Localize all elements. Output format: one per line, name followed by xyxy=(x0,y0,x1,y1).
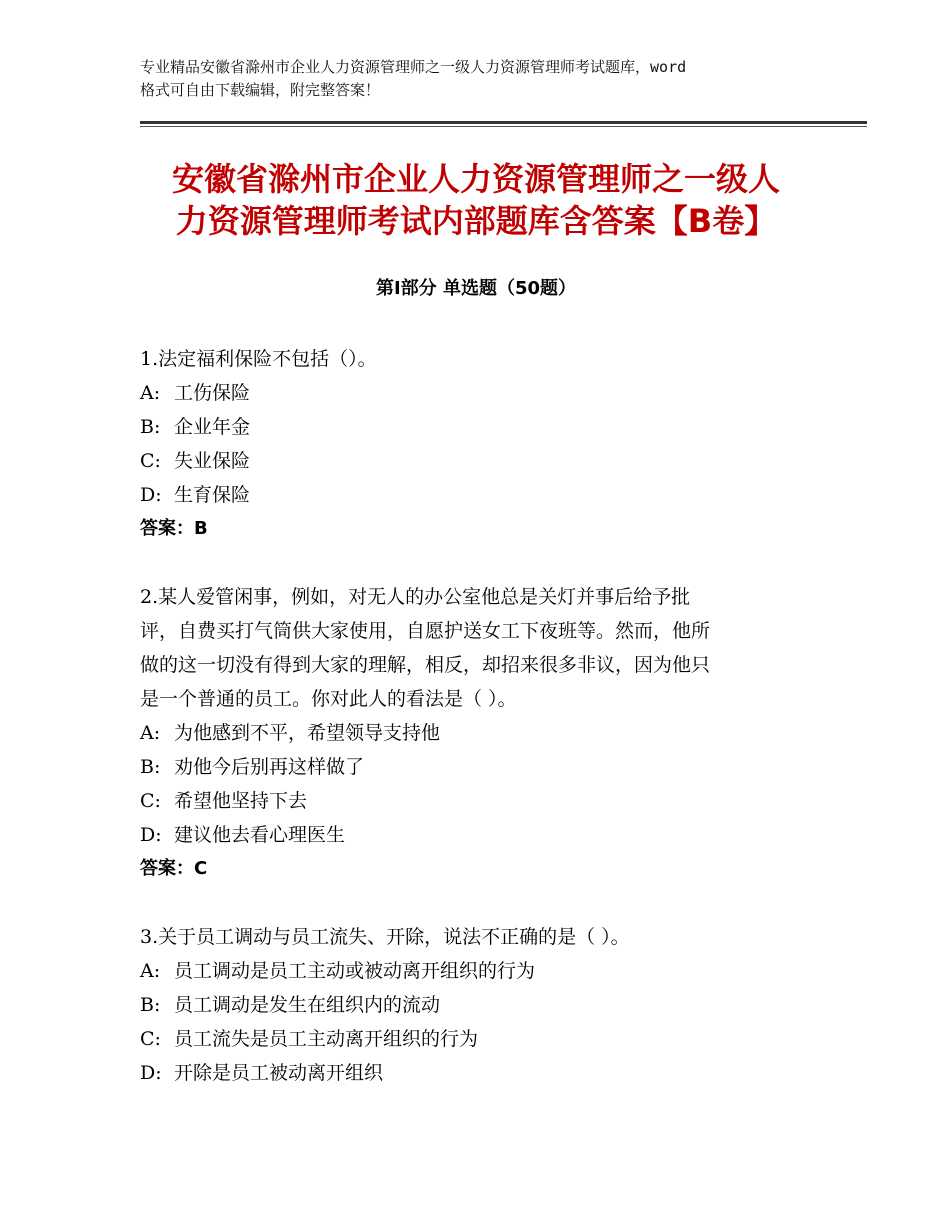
option-item xyxy=(140,954,800,988)
option-text: 生育保险 xyxy=(174,484,251,506)
question-stem xyxy=(140,920,800,954)
option-item xyxy=(140,478,800,512)
option-item xyxy=(140,818,800,852)
answer-line xyxy=(140,852,800,886)
header-note-line-2: 格式可自由下载编辑，附完整答案！ xyxy=(140,81,381,99)
option-letter: B: xyxy=(140,756,161,778)
document-title-line-1: 安徽省滁州市企业人力资源管理师之一级人 xyxy=(171,160,780,198)
header-note xyxy=(140,56,830,102)
option-letter: A: xyxy=(140,722,161,744)
question-stem xyxy=(140,342,800,376)
option-item xyxy=(140,750,800,784)
question-1 xyxy=(140,342,800,546)
question-stem xyxy=(140,580,800,716)
question-stem-line: 评，自费买打气筒供大家使用，自愿护送女工下夜班等。然而，他所 xyxy=(140,620,711,642)
answer-value: C xyxy=(194,858,208,879)
answer-prefix: 答案： xyxy=(140,858,194,879)
option-item xyxy=(140,376,800,410)
option-text: 为他感到不平，希望领导支持他 xyxy=(174,722,441,744)
option-text: 员工流失是员工主动离开组织的行为 xyxy=(174,1028,479,1050)
question-stem-line: 做的这一切没有得到大家的理解，相反，却招来很多非议，因为他只 xyxy=(140,654,711,676)
option-letter: D: xyxy=(140,484,162,506)
option-item xyxy=(140,1056,800,1090)
option-text: 工伤保险 xyxy=(174,382,251,404)
document-title xyxy=(140,158,812,242)
option-text: 员工调动是发生在组织内的流动 xyxy=(174,994,441,1016)
option-letter: A: xyxy=(140,960,161,982)
section-title: 第Ⅰ部分 单选题（50题） xyxy=(375,278,576,299)
question-stem-line: 2.某人爱管闲事，例如，对无人的办公室他总是关灯并事后给予批 xyxy=(140,586,691,608)
question-stem-line: 3.关于员工调动与员工流失、开除，说法不正确的是（ ）。 xyxy=(140,926,630,948)
option-letter: B: xyxy=(140,994,161,1016)
question-list xyxy=(140,342,800,1124)
question-2 xyxy=(140,580,800,886)
answer-prefix: 答案： xyxy=(140,518,194,539)
header-rule-thin xyxy=(140,126,867,127)
option-item xyxy=(140,716,800,750)
answer-value: B xyxy=(194,518,208,539)
option-text: 希望他坚持下去 xyxy=(174,790,308,812)
option-item xyxy=(140,410,800,444)
option-letter: A: xyxy=(140,382,161,404)
option-item xyxy=(140,1022,800,1056)
option-item xyxy=(140,784,800,818)
option-letter: D: xyxy=(140,824,162,846)
option-text: 员工调动是员工主动或被动离开组织的行为 xyxy=(174,960,536,982)
question-stem-line: 是一个普通的员工。你对此人的看法是（ ）。 xyxy=(140,688,517,710)
option-text: 开除是员工被动离开组织 xyxy=(174,1062,384,1084)
option-letter: C: xyxy=(140,790,161,812)
option-letter: B: xyxy=(140,416,161,438)
option-text: 企业年金 xyxy=(174,416,251,438)
answer-line xyxy=(140,512,800,546)
option-text: 建议他去看心理医生 xyxy=(174,824,346,846)
question-stem-line: 1.法定福利保险不包括（）。 xyxy=(140,348,377,370)
option-item xyxy=(140,444,800,478)
option-letter: C: xyxy=(140,1028,161,1050)
option-item xyxy=(140,988,800,1022)
option-text: 劝他今后别再这样做了 xyxy=(174,756,365,778)
document-title-line-2: 力资源管理师考试内部题库含答案【B卷】 xyxy=(175,202,777,240)
option-text: 失业保险 xyxy=(174,450,251,472)
header-rule-thick xyxy=(140,121,867,124)
option-letter: C: xyxy=(140,450,161,472)
header-note-line-1: 专业精品安徽省滁州市企业人力资源管理师之一级人力资源管理师考试题库，word xyxy=(140,58,687,76)
option-letter: D: xyxy=(140,1062,162,1084)
question-3 xyxy=(140,920,800,1090)
